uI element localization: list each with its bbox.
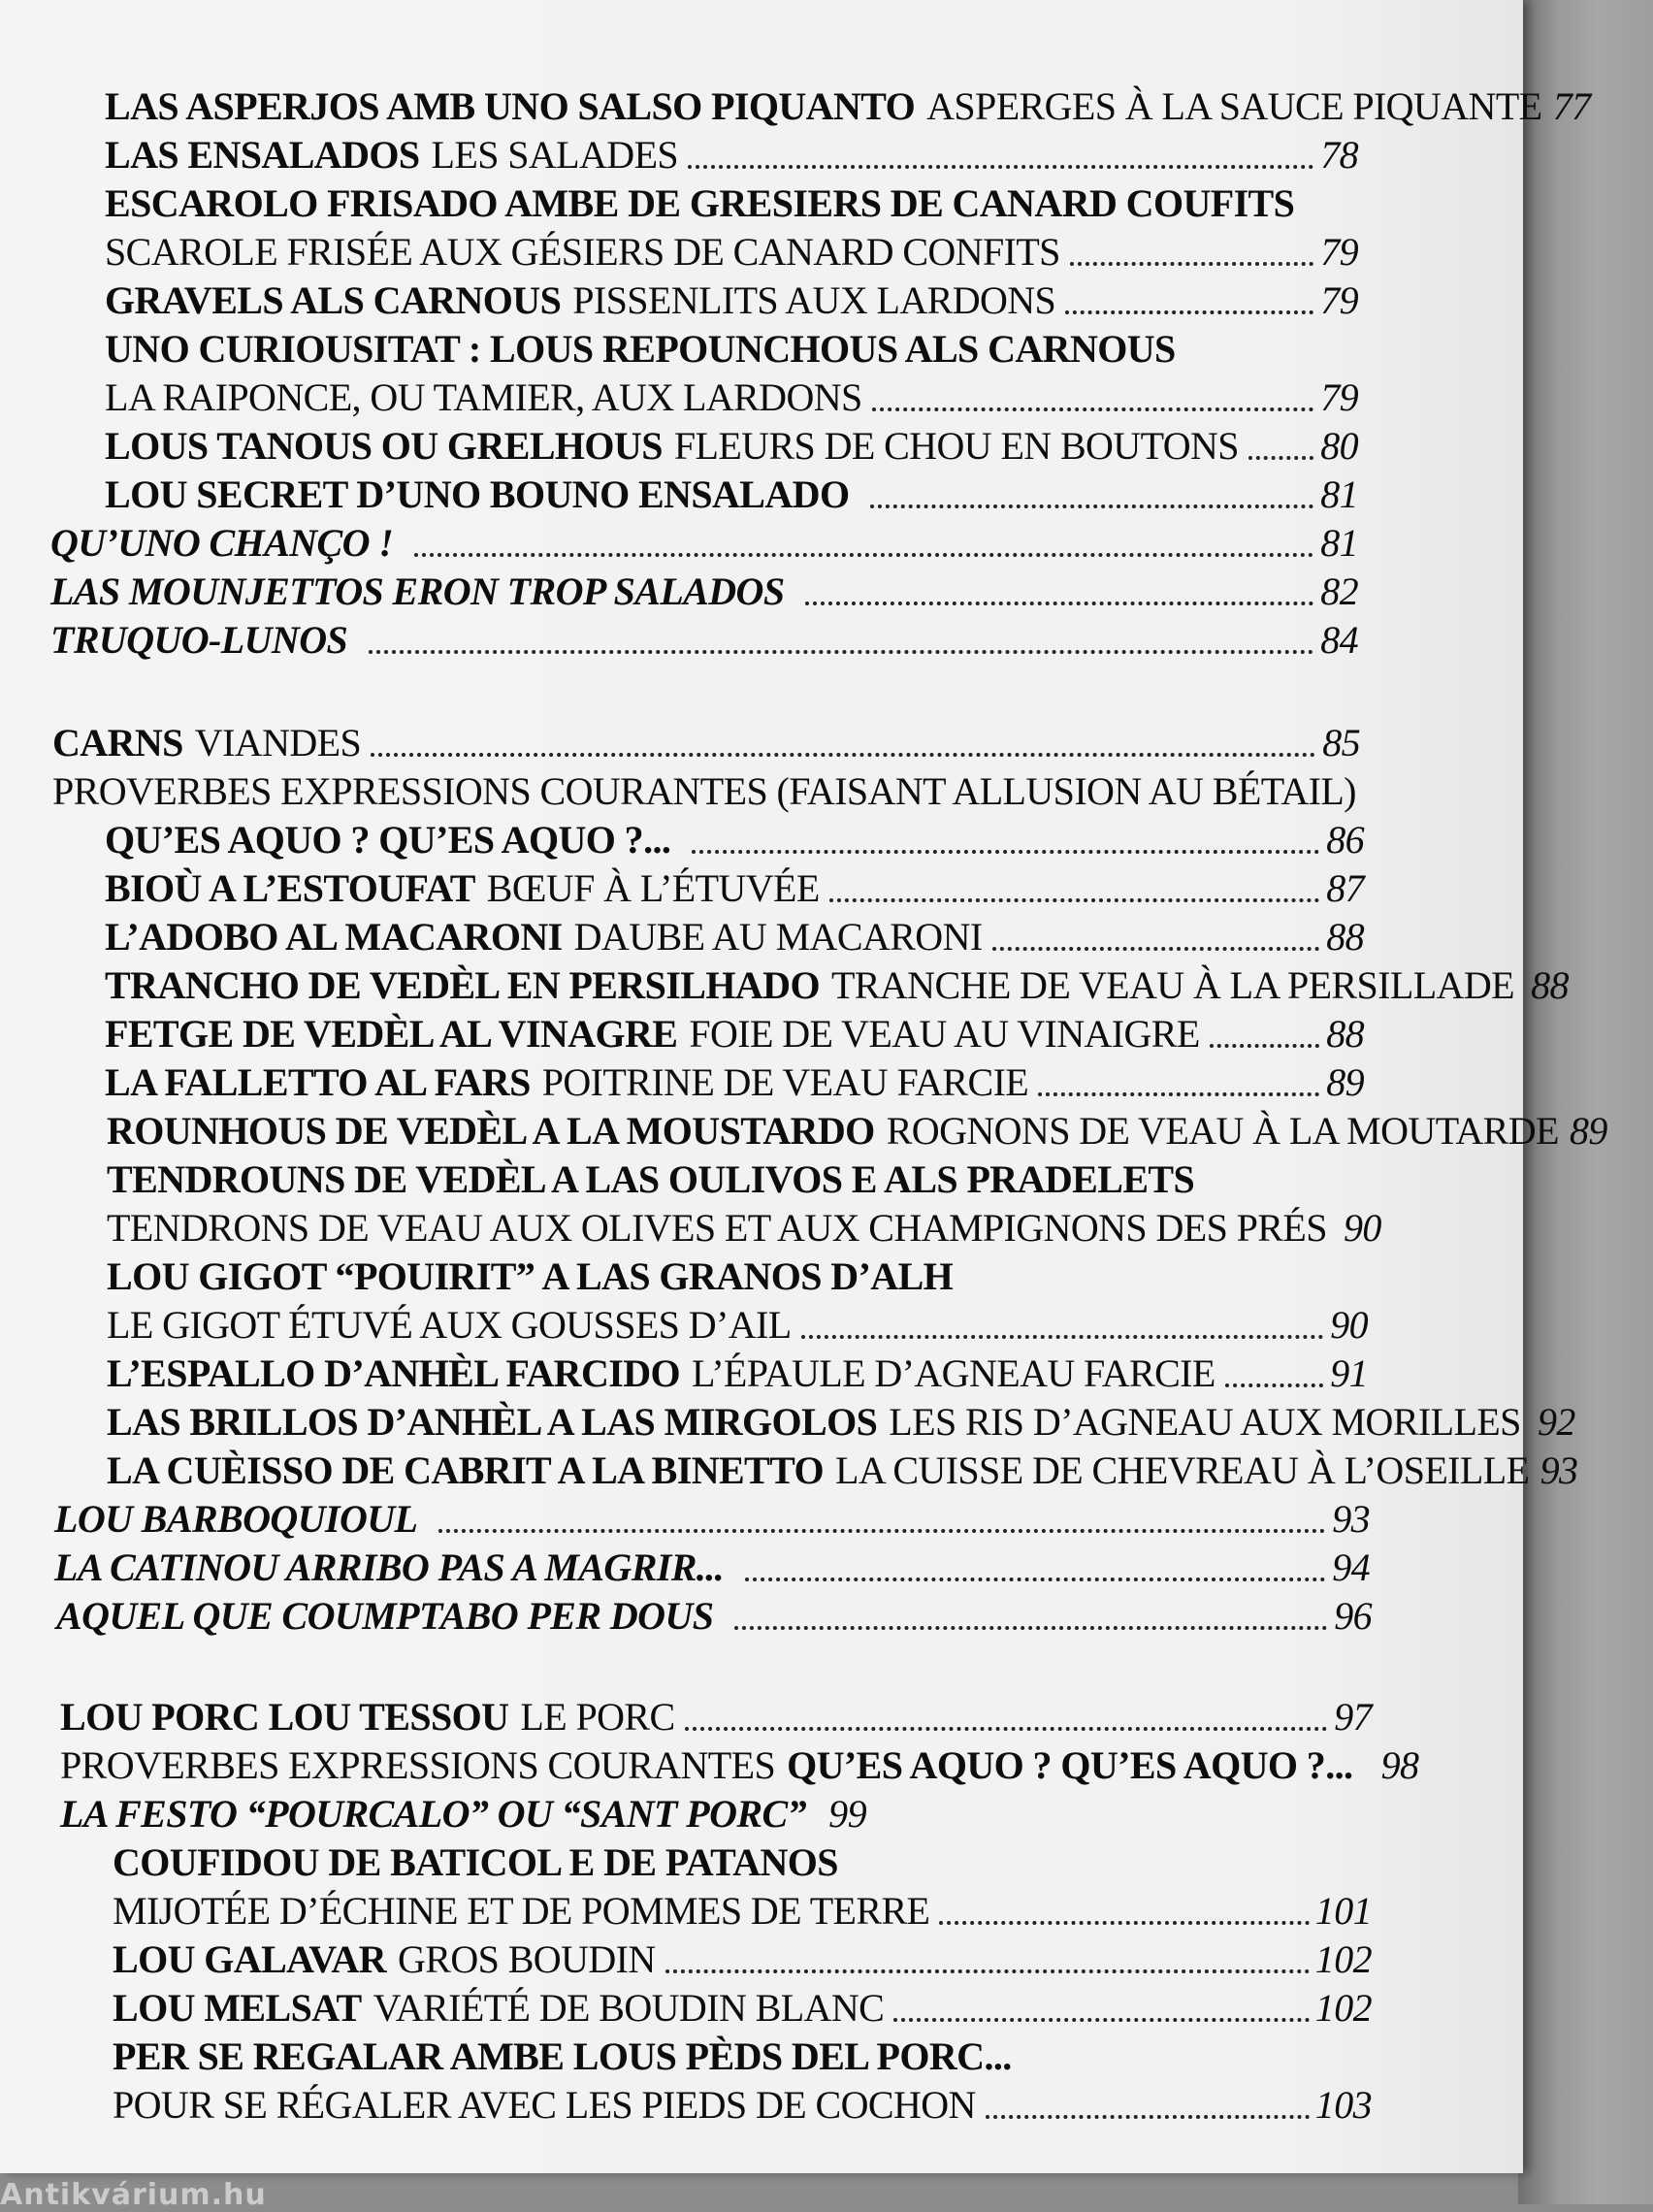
page-number: 81 (1320, 521, 1358, 565)
page-number: 84 (1320, 618, 1358, 662)
french-title: ASPERGES À LA SAUCE PIQUANTE (926, 84, 1542, 128)
toc-entry (105, 421, 1358, 470)
toc-entry (105, 324, 1358, 373)
french-title: PISSENLITS AUX LARDONS (572, 278, 1056, 322)
page-number: 102 (1314, 1937, 1372, 1981)
french-title: PROVERBES EXPRESSIONS COURANTES (60, 1743, 776, 1787)
dot-leader (1248, 446, 1313, 460)
page-number: 94 (1332, 1545, 1370, 1589)
occitan-title: QU’UNO CHANÇO ! (50, 521, 394, 565)
page-number: 98 (1380, 1743, 1419, 1787)
dot-leader (1210, 1034, 1319, 1048)
toc-entry (60, 1740, 1419, 1789)
occitan-title: UNO CURIOUSITAT : LOUS REPOUNCHOUS ALS CARNOUS (105, 327, 1176, 371)
occitan-title: LOU GIGOT “POUIRIT” A LAS GRANOS D’ALH (107, 1254, 954, 1298)
french-title: GROS BOUDIN (398, 1937, 656, 1981)
occitan-title: LA CUÈISSO DE CABRIT A LA BINETTO (107, 1448, 825, 1492)
toc-entry (50, 615, 1358, 664)
toc-entry (52, 718, 1360, 766)
page-number: 77 (1552, 84, 1591, 128)
french-title: LES RIS D’AGNEAU AUX MORILLES (889, 1400, 1521, 1444)
toc-entry (60, 1789, 866, 1838)
page-number: 88 (1531, 963, 1569, 1007)
page-number: 79 (1320, 278, 1358, 322)
page-number: 93 (1332, 1497, 1370, 1541)
occitan-title: LA CATINOU ARRIBO PAS A MAGRIR... (54, 1545, 725, 1589)
page-number: 96 (1334, 1594, 1372, 1638)
toc-entry (105, 1009, 1364, 1057)
page-number: 103 (1314, 2083, 1372, 2127)
french-title: SCAROLE FRISÉE AUX GÉSIERS DE CANARD CONFITS (105, 230, 1060, 274)
occitan-title: LOU GALAVAR (113, 1937, 386, 1981)
french-title: FOIE DE VEAU AU VINAIGRE (689, 1012, 1200, 1056)
occitan-title: FETGE DE VEDÈL AL VINAGRE (105, 1012, 678, 1056)
toc-entry (105, 130, 1358, 179)
page-number: 87 (1326, 866, 1364, 910)
occitan-title: GRAVELS ALS CARNOUS (105, 278, 562, 322)
dot-leader (369, 640, 1313, 654)
dot-leader (1225, 1374, 1323, 1387)
toc-entry (105, 863, 1364, 912)
french-title: POUR SE RÉGALER AVEC LES PIEDS DE COCHON (113, 2083, 976, 2127)
occitan-title: LOUS TANOUS OU GRELHOUS (105, 424, 663, 468)
occitan-title: LAS ASPERJOS AMB UNO SALSO PIQUANTO (105, 84, 916, 128)
page-number: 85 (1322, 721, 1360, 764)
french-title: POITRINE DE VEAU FARCIE (541, 1060, 1029, 1104)
toc-entry (54, 1543, 1370, 1591)
page-number: 80 (1320, 424, 1358, 468)
toc-entry (107, 1106, 1607, 1155)
toc-entry (107, 1397, 1575, 1446)
page-number: 79 (1320, 230, 1358, 274)
dot-leader (438, 1519, 1325, 1533)
page-number: 93 (1540, 1448, 1578, 1492)
page-number: 88 (1326, 1012, 1364, 1056)
dot-leader (665, 1960, 1310, 1973)
page-number: 90 (1330, 1303, 1368, 1347)
toc-entry (113, 2080, 1372, 2129)
page-number: 89 (1326, 1060, 1364, 1104)
page-number: 99 (828, 1792, 866, 1836)
occitan-title: TRANCHO DE VEDÈL EN PERSILHADO (105, 963, 820, 1007)
toc-entry (107, 1349, 1368, 1397)
french-title: BŒUF À L’ÉTUVÉE (486, 866, 820, 910)
background-surface (1518, 0, 1653, 2204)
dot-leader (745, 1568, 1325, 1581)
dot-leader (829, 889, 1319, 902)
toc-entry (50, 567, 1358, 615)
occitan-title: LAS ENSALADOS (105, 133, 420, 177)
page-number: 79 (1320, 375, 1358, 419)
french-title: ROGNONS DE VEAU À LA MOUTARDE (886, 1109, 1559, 1153)
french-title: LA RAIPONCE, OU TAMIER, AUX LARDONS (105, 375, 862, 419)
toc-entry (107, 1203, 1381, 1252)
french-title: FLEURS DE CHOU EN BOUTONS (673, 424, 1239, 468)
dot-leader (1065, 301, 1313, 314)
toc-entry (105, 227, 1358, 276)
occitan-title: L’ESPALLO D’ANHÈL FARCIDO (107, 1351, 681, 1395)
french-title: LA CUISSE DE CHEVREAU À L’OSEILLE (835, 1448, 1530, 1492)
watermark: Antikvárium.hu (0, 2178, 267, 2212)
toc-entry (113, 1983, 1372, 2032)
page-number: 86 (1326, 818, 1364, 862)
page-number: 91 (1330, 1351, 1368, 1395)
toc-entry (107, 1155, 1364, 1203)
dot-leader (893, 2008, 1310, 2022)
toc-entry (107, 1300, 1368, 1349)
occitan-title: ESCAROLO FRISADO AMBE DE GRESIERS DE CANARD COUFITS (105, 181, 1295, 225)
dot-leader (685, 1717, 1327, 1731)
french-title: VIANDES (194, 721, 362, 764)
toc-entry (113, 2032, 1372, 2080)
dot-leader (805, 592, 1313, 605)
french-title: MIJOTÉE D’ÉCHINE ET DE POMMES DE TERRE (113, 1889, 930, 1933)
occitan-title: QU’ES AQUO ? QU’ES AQUO ?... (105, 818, 671, 862)
french-title: LE PORC (520, 1695, 675, 1739)
occitan-title: L’ADOBO AL MACARONI (105, 915, 563, 959)
occitan-title: AQUEL QUE COUMPTABO PER DOUS (56, 1594, 714, 1638)
toc-entry (105, 815, 1364, 863)
occitan-title: LA FALLETTO AL FARS (105, 1060, 531, 1104)
toc-entry (113, 1886, 1372, 1935)
page-number: 97 (1334, 1695, 1372, 1739)
occitan-title: LOU SECRET D’UNO BOUNO ENSALADO (105, 472, 850, 516)
page-number: 102 (1314, 1986, 1372, 2030)
toc-entry (113, 1838, 1372, 1886)
dot-leader (801, 1325, 1323, 1339)
dot-leader (734, 1616, 1327, 1630)
page-number: 90 (1344, 1206, 1381, 1250)
toc-entry (113, 1935, 1372, 1983)
page-number: 101 (1314, 1889, 1372, 1933)
toc-entry (56, 1591, 1372, 1640)
dot-leader (939, 1911, 1309, 1925)
occitan-title: PER SE REGALAR AMBE LOUS PÈDS DEL PORC... (113, 2034, 1012, 2078)
page-number: 81 (1320, 472, 1358, 516)
occitan-title: ROUNHOUS DE VEDÈL A LA MOUSTARDO (107, 1109, 875, 1153)
toc-entry (50, 518, 1358, 567)
french-title: PROVERBES EXPRESSIONS COURANTES (FAISANT ALLUSION AU BÉTAIL) (52, 769, 1356, 813)
dot-leader (872, 398, 1313, 411)
french-title: DAUBE AU MACARONI (573, 915, 983, 959)
occitan-title: BIOÙ A L’ESTOUFAT (105, 866, 475, 910)
french-title: TRANCHE DE VEAU À LA PERSILLADE (830, 963, 1514, 1007)
toc-entry (52, 766, 1360, 815)
french-title: VARIÉTÉ DE BOUDIN BLANC (373, 1986, 885, 2030)
page-number: 89 (1570, 1109, 1607, 1153)
toc-entry (105, 179, 1358, 227)
french-title: L’ÉPAULE D’AGNEAU FARCIE (692, 1351, 1215, 1395)
toc-entry (105, 81, 1591, 130)
occitan-title: CARNS (52, 721, 183, 764)
occitan-title: LOU BARBOQUIOUL (54, 1497, 418, 1541)
page-number: 78 (1320, 133, 1358, 177)
occitan-title: LAS MOUNJETTOS ERON TROP SALADOS (50, 569, 785, 613)
french-title: LES SALADES (431, 133, 679, 177)
toc-entry (105, 470, 1358, 518)
dot-leader (1070, 252, 1313, 266)
toc-entry (107, 1446, 1578, 1494)
page-number: 92 (1537, 1400, 1575, 1444)
page-number: 88 (1326, 915, 1364, 959)
toc-entry (54, 1494, 1370, 1543)
occitan-title: LAS BRILLOS D’ANHÈL A LAS MIRGOLOS (107, 1400, 878, 1444)
occitan-title: LA FESTO “POURCALO” OU “SANT PORC” (60, 1792, 806, 1836)
dot-leader (688, 155, 1313, 169)
toc-entry (107, 1252, 1368, 1300)
dot-leader (870, 495, 1313, 508)
toc-entry (60, 1692, 1372, 1740)
dot-leader (414, 543, 1313, 557)
occitan-title: LOU PORC LOU TESSOU (60, 1695, 509, 1739)
occitan-title: TRUQUO-LUNOS (50, 618, 348, 662)
page-number: 82 (1320, 569, 1358, 613)
toc-entry (105, 912, 1364, 960)
french-title: TENDRONS DE VEAU AUX OLIVES ET AUX CHAMPIGNONS DES PRÉS (107, 1206, 1327, 1250)
occitan-title: COUFIDOU DE BATICOL E DE PATANOS (113, 1840, 838, 1884)
dot-leader (1038, 1083, 1319, 1096)
toc-entry (105, 1057, 1364, 1106)
toc-entry (105, 276, 1358, 324)
toc-entry (105, 960, 1569, 1009)
dot-leader (371, 743, 1315, 757)
occitan-title: LOU MELSAT (113, 1986, 362, 2030)
french-title: LE GIGOT ÉTUVÉ AUX GOUSSES D’AIL (107, 1303, 792, 1347)
occitan-title: QU’ES AQUO ? QU’ES AQUO ?... (787, 1743, 1353, 1787)
occitan-title: TENDROUNS DE VEDÈL A LAS OULIVOS E ALS PRADELETS (107, 1157, 1195, 1201)
dot-leader (692, 840, 1319, 854)
dot-leader (992, 937, 1319, 951)
toc-entry (105, 373, 1358, 421)
dot-leader (986, 2105, 1310, 2119)
